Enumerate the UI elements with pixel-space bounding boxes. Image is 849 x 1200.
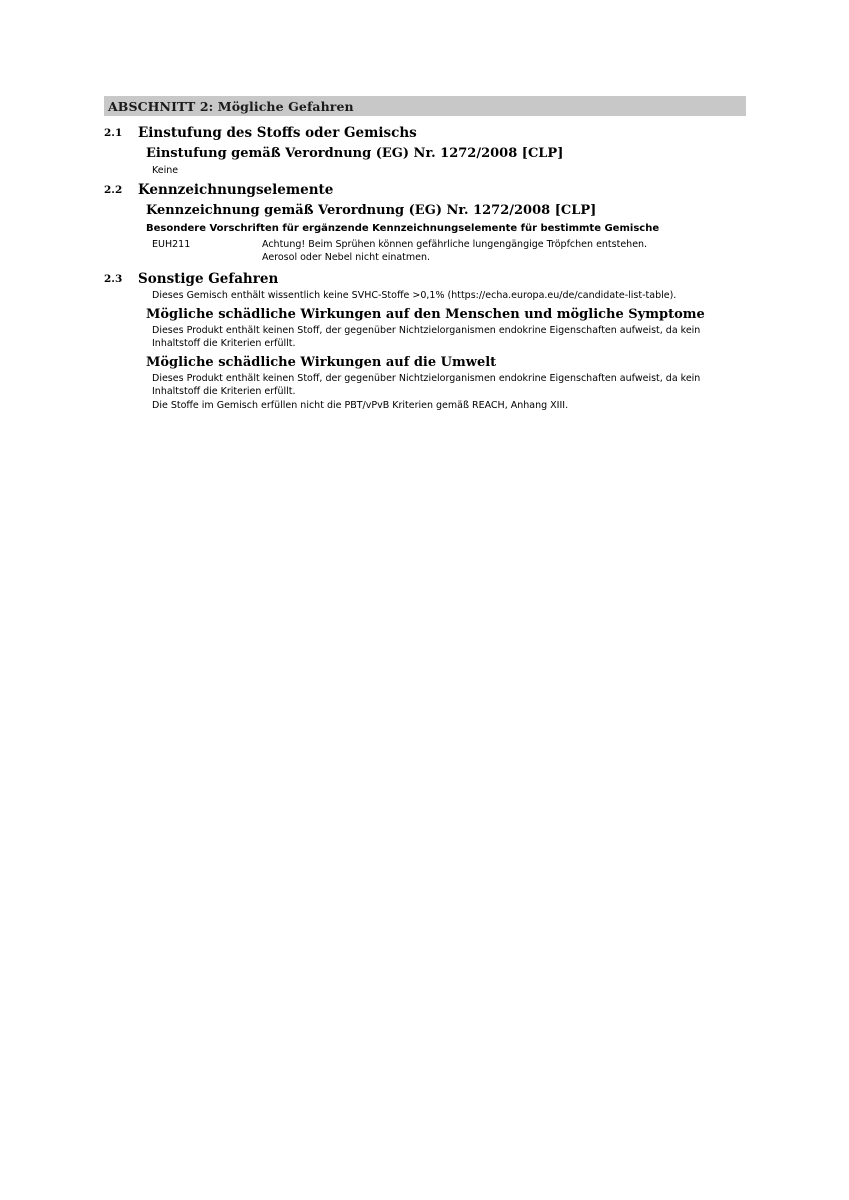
section-number-2-2: 2.2 [104,184,123,196]
environment-effects-line-2: Inhaltstoff die Kriterien erfüllt. [152,386,296,397]
human-effects-line-2: Inhaltstoff die Kriterien erfüllt. [152,338,296,349]
section-heading-2-1: Einstufung des Stoffs oder Gemischs [138,125,417,141]
section-block-2-2 [104,181,746,264]
section-body-2-3 [138,270,746,412]
euh-code: EUH211 [152,239,191,250]
pbt-vpvb-statement: Die Stoffe im Gemisch erfüllen nicht die PBT/vPvB Kriterien gemäß REACH, Anhang XIII. [152,400,569,411]
euh-text-line-2: Aerosol oder Nebel nicht einatmen. [262,252,431,263]
section-title: ABSCHNITT 2: Mögliche Gefahren [108,98,354,114]
section-heading-2-3: Sonstige Gefahren [138,271,279,287]
euh-text-line-1: Achtung! Beim Sprühen können gefährliche lungengängige Tröpfchen entstehen. [262,239,648,250]
section-text-2-1: Keine [152,165,179,176]
section-body-2-1 [138,124,746,177]
svhc-statement: Dieses Gemisch enthält wissentlich keine SVHC-Stoffe >0,1% (https://echa.europa.eu/de/candidate-list-table). [152,290,677,301]
euh-text [262,238,746,264]
section-header-bar [104,96,746,116]
section-special-provisions-heading: Besondere Vorschriften für ergänzende Kennzeichnungselemente für bestimmte Gemische [146,223,660,234]
section-number-2-1: 2.1 [104,127,123,139]
section-body-2-2 [138,181,746,264]
human-effects-line-1: Dieses Produkt enthält keinen Stoff, der gegenüber Nichtzielorganismen endokrine Eigenschaften aufweist, da kein [152,325,701,336]
environment-effects-line-1: Dieses Produkt enthält keinen Stoff, der gegenüber Nichtzielorganismen endokrine Eigenschaften aufweist, da kein [152,373,701,384]
section-subheading-2-2: Kennzeichnung gemäß Verordnung (EG) Nr. 1272/2008 [CLP] [146,203,597,218]
environment-effects-heading: Mögliche schädliche Wirkungen auf die Umwelt [146,355,497,370]
section-subheading-2-1: Einstufung gemäß Verordnung (EG) Nr. 1272/2008 [CLP] [146,146,564,161]
section-block-2-1 [104,124,746,177]
euh-statement-row [152,238,746,264]
section-number-2-3: 2.3 [104,273,123,285]
human-effects-heading: Mögliche schädliche Wirkungen auf den Menschen und mögliche Symptome [146,307,705,322]
section-block-2-3 [104,270,746,412]
section-heading-2-2: Kennzeichnungselemente [138,182,334,198]
document-content [104,96,746,412]
